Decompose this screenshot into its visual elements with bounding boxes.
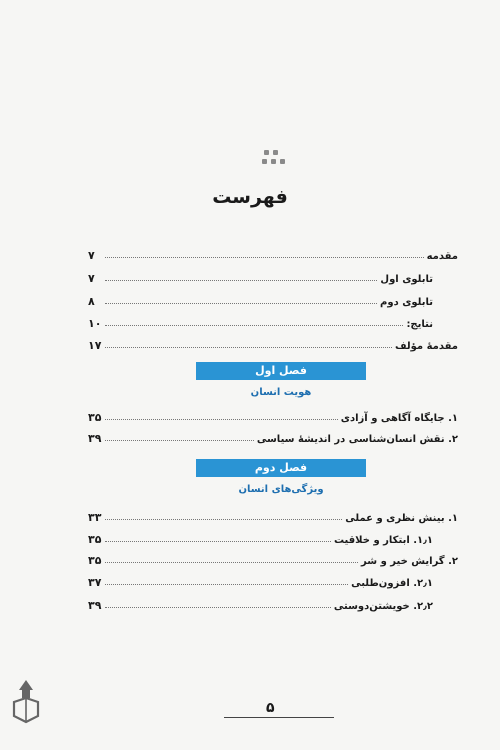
dotted-leader	[105, 303, 377, 304]
dotted-leader	[105, 280, 377, 281]
toc-entry[interactable]	[88, 427, 458, 445]
toc-entry-label: نتایج:	[406, 319, 433, 330]
toc-entry-label: تابلوی دوم	[380, 297, 433, 308]
toc-entry-label: ۲. گرایش خیر و شر	[361, 556, 458, 567]
toc-entry[interactable]	[88, 244, 458, 262]
toc-entry-page: ۳۵	[88, 533, 102, 546]
toc-entry-label: تابلوی اول	[380, 274, 433, 285]
toc-entry-page: ۳۵	[88, 411, 102, 424]
toc-entry-page: ۳۳	[88, 511, 102, 524]
dotted-leader	[105, 325, 403, 326]
dotted-leader	[105, 607, 331, 608]
footer-rule	[224, 717, 334, 718]
page-number: ۵	[266, 700, 275, 716]
chapter-subtitle: ویژگی‌های انسان	[238, 484, 324, 495]
dotted-leader	[105, 347, 392, 348]
toc-entry-page: ۱۷	[88, 339, 102, 352]
toc-entry-label: ۲٫۱. افزون‌طلبی	[351, 578, 433, 589]
toc-entry-page: ۸	[88, 295, 95, 308]
ornament-icon	[262, 150, 290, 166]
toc-entry-label: مقدمه	[426, 251, 458, 262]
toc-entry-page: ۷	[88, 272, 95, 285]
toc-entry-page: ۳۹	[88, 432, 102, 445]
toc-entry-label: مقدمهٔ مؤلف	[394, 341, 458, 352]
dotted-leader	[105, 419, 338, 420]
toc-entry[interactable]	[88, 334, 458, 352]
toc-entry[interactable]	[88, 571, 433, 589]
toc-entry-label: ۲. نقش انسان‌شناسی در اندیشهٔ سیاسی	[256, 434, 458, 445]
dotted-leader	[105, 440, 254, 441]
toc-entry-page: ۳۷	[88, 576, 102, 589]
dotted-leader	[105, 584, 348, 585]
toc-entry-label: ۱٫۱. ابتکار و خلاقیت	[333, 535, 433, 546]
dotted-leader	[105, 519, 342, 520]
toc-entry[interactable]	[88, 506, 458, 524]
toc-entry[interactable]	[88, 267, 433, 285]
dotted-leader	[105, 541, 331, 542]
page-title: فهرست	[212, 186, 288, 208]
toc-entry[interactable]	[88, 406, 458, 424]
chapter-subtitle: هویت انسان	[250, 387, 312, 398]
toc-entry[interactable]	[88, 528, 433, 546]
toc-entry-page: ۷	[88, 249, 95, 262]
toc-entry-page: ۳۵	[88, 554, 102, 567]
dotted-leader	[105, 562, 358, 563]
publisher-logo-icon	[6, 676, 46, 726]
toc-entry-label: ۱. جایگاه آگاهی و آزادی	[340, 413, 458, 424]
dotted-leader	[105, 257, 424, 258]
toc-entry[interactable]	[88, 312, 433, 330]
toc-entry[interactable]	[88, 290, 433, 308]
toc-entry[interactable]	[88, 549, 458, 567]
toc-entry[interactable]	[88, 594, 433, 612]
toc-entry-label: ۱. بینش نظری و عملی	[345, 513, 458, 524]
toc-entry-page: ۳۹	[88, 599, 102, 612]
chapter-heading: فصل اول	[196, 362, 366, 380]
toc-entry-page: ۱۰	[88, 317, 102, 330]
chapter-heading: فصل دوم	[196, 459, 366, 477]
toc-entry-label: ۲٫۲. خویشتن‌دوستی	[333, 601, 433, 612]
